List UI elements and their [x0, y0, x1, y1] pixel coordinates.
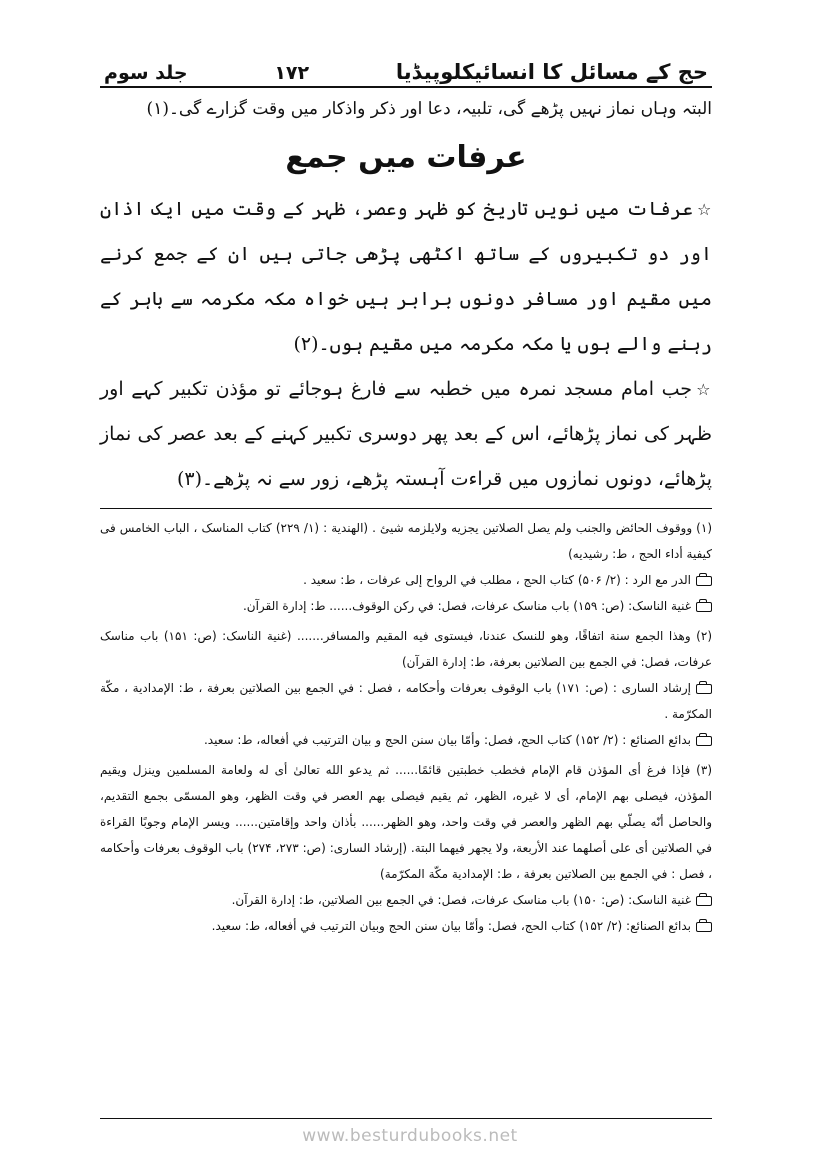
footnotes — [100, 515, 712, 939]
footnote-1 — [100, 515, 712, 619]
paragraph-text: عرفات میں نویں تاریخ کو ظہر وعصر، ظہر کے وقت میں ایک اذان اور دو تکبیروں کے ساتھ اکٹھی پڑھی جاتی ہیں ان کے جمع کرنے میں مقیم اور مسافر دونوں برابر ہیں خواہ مکہ مکرمہ سے باہر کے رہنے والے ہوں یا مکہ مکرمہ میں مقیم ہوں۔(۲) — [100, 198, 712, 355]
main-text — [100, 187, 712, 502]
volume-label: جلد سوم — [104, 62, 188, 84]
star-icon: ☆ — [696, 200, 712, 219]
footnote-3 — [100, 757, 712, 939]
bottom-divider — [100, 1118, 712, 1119]
intro-line: البتہ وہاں نماز نہیں پڑھے گی، تلبیہ، دعا اور ذکر واذکار میں وقت گزارے گی۔(۱) — [146, 99, 712, 119]
page-number: ۱۷۲ — [274, 62, 310, 84]
running-header — [100, 40, 712, 88]
paragraph — [100, 367, 712, 502]
footnote-ref: بدائع الصنائع: (۲/ ۱۵۲) كتاب الحج، فصل: وأمّا بيان سنن الحج وبيان الترتيب في أفعاله، ط: سعيد. — [100, 913, 712, 939]
paragraph-text: جب امام مسجد نمرہ میں خطبہ سے فارغ ہوجائے تو مؤذن تکبیر کہے اور ظہر کی نماز پڑھائے، اس کے بعد پھر دوسری تکبیر کہنے کے بعد عصر کی نماز پڑھائے، دونوں نمازوں میں قراءت آہستہ پڑھے، زور سے نہ پڑھے۔(۳) — [100, 378, 712, 490]
footnote-ref: إرشاد السارى : (ص: ۱۷۱) باب الوقوف بعرفات وأحكامه ، فصل : في الجمع بين الصلاتين بعرفة ، ط: الإمدادية ، مكّة المكرّمة . — [100, 681, 712, 721]
document-page — [100, 40, 712, 1120]
site-watermark: www.besturdubooks.net — [302, 1126, 518, 1146]
footnote-line: (۳) فإذا فرغ أى المؤذن قام الإمام فخطب خطبتين قائمًا...... ثم يدعو الله تعالىٰ أى له ولعامة المسلمين وينزل ويقيم المؤذن، فيصلى بهم الإمام، أى لا غيره، الظهر، ثم يقيم فيصلى بهم العصر في وقت الظهر، وهو المسمّى بجمع التقديم، والحاصل أنّه يصلّي بهم الظهر والعصر في وقت واحد، وهو الظهر...... بأذان واحد وإقامتين...... ويسر الإمام وجوبًا القراءة في الصلاتين أى على أصلهما عند الأربعة، ولا يجهر فيهما البتة. (إرشاد السارى: (ص: ۲۷۳، ۲۷۴) باب الوقوف بعرفات وأحكامه ، فصل : في الجمع بين الصلاتين بعرفة ، ط: الإمدادية مكّة المكرّمة) — [100, 763, 712, 881]
footnote-2 — [100, 623, 712, 753]
star-icon: ☆ — [696, 380, 713, 399]
book-title: حج کے مسائل کا انسائیکلوپیڈیا — [395, 60, 708, 84]
footnote-ref: الدر مع الرد : (۲/ ۵۰۶) كتاب الحج ، مطلب في الرواح إلى عرفات ، ط: سعيد . — [100, 567, 712, 593]
reference-icon — [696, 922, 712, 932]
footnote-ref: غنية الناسک: (ص: ۱۵۰) باب مناسک عرفات، فصل: في الجمع بين الصلاتين، ط: إدارة القرآن. — [100, 887, 712, 913]
reference-icon — [696, 602, 712, 612]
footnote-line: (۲) وهذا الجمع سنة اتفاقًا، وهو للنسک عندنا، فيستوى فيه المقيم والمسافر....... (غنية الناسک: (ص: ۱۵۱) باب مناسک عرفات، فصل: في الجمع بين الصلاتين بعرفة، ط: إدارة القرآن) — [100, 629, 712, 669]
paragraph — [100, 187, 712, 367]
reference-icon — [696, 896, 712, 906]
footnote-ref: غنية الناسک: (ص: ۱۵۹) باب مناسک عرفات، فصل: في ركن الوقوف...... ط: إدارة القرآن. — [100, 593, 712, 619]
reference-icon — [696, 576, 712, 586]
footnote-ref: بدائع الصنائع : (۲/ ۱۵۲) كتاب الحج، فصل: وأمّا بيان سنن الحج و بيان الترتيب في أفعاله، ط: سعيد. — [100, 727, 712, 753]
footnote-line: (۱) ووقوف الحائض والجنب ولم يصل الصلاتين يجزيه ولايلزمه شيئ . (الهندية : (۱/ ۲۲۹) كتاب المناسک ، الباب الخامس فى كيفية أداء الحج ، ط: رشيديه) — [100, 521, 713, 561]
reference-icon — [696, 736, 712, 746]
section-heading: عرفات میں جمع — [285, 140, 527, 175]
reference-icon — [696, 684, 712, 694]
footnote-divider — [100, 508, 712, 509]
